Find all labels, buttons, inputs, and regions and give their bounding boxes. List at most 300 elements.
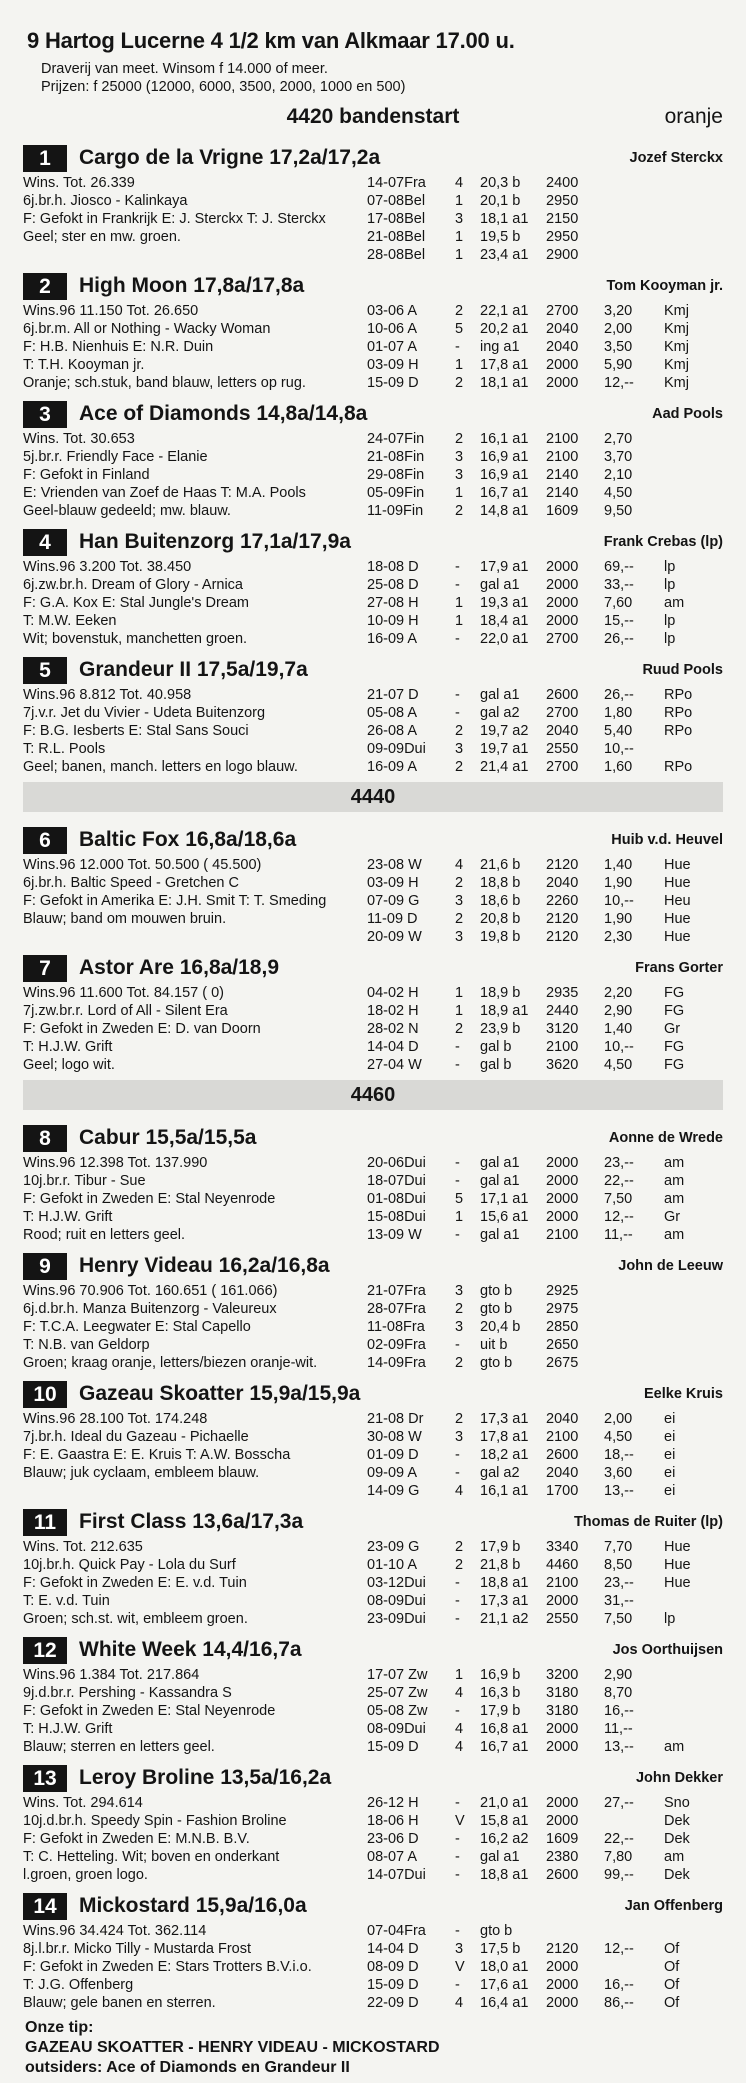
- recent-runs: [367, 686, 723, 776]
- run-driver: [664, 1336, 704, 1354]
- run-row: [367, 1410, 723, 1428]
- run-date: 21-07Fra: [367, 1283, 426, 1299]
- run-time: 20,2 a1: [480, 321, 529, 337]
- run-distance: 2040: [546, 1465, 579, 1481]
- run-date: 14-07Fra: [367, 175, 426, 191]
- run-row: [367, 910, 723, 928]
- run-odds: 2,10: [604, 467, 633, 483]
- run-time: 18,9 a1: [480, 1003, 529, 1019]
- run-place: 3: [455, 1283, 464, 1299]
- horse-info: [23, 1538, 367, 1628]
- run-time: gal a1: [480, 687, 520, 703]
- start-number: 13: [23, 1765, 67, 1792]
- run-distance: 2650: [546, 1337, 579, 1353]
- run-distance: 2040: [546, 875, 579, 891]
- run-date: 28-02 N: [367, 1021, 419, 1037]
- run-distance: 2000: [546, 577, 579, 593]
- horse-body: [23, 1154, 723, 1244]
- run-date: 11-09Fin: [367, 503, 424, 519]
- run-row: [367, 228, 723, 246]
- run-distance: 2700: [546, 759, 579, 775]
- run-row: [367, 686, 723, 704]
- horse-entry: [23, 1506, 723, 1628]
- run-place: 1: [455, 485, 464, 501]
- run-odds: 22,--: [604, 1173, 634, 1189]
- info-line: F: Gefokt in Zweden E: D. van Doorn: [23, 1021, 261, 1037]
- run-place: -: [455, 1227, 460, 1243]
- run-row: [367, 1812, 723, 1830]
- run-row: [367, 448, 723, 466]
- run-time: 16,4 a1: [480, 1995, 529, 2011]
- run-date: 08-09Dui: [367, 1721, 426, 1737]
- run-row: [367, 174, 723, 192]
- race-page: [23, 0, 723, 2078]
- run-odds: 27,--: [604, 1795, 634, 1811]
- run-odds: 9,50: [604, 503, 633, 519]
- horse-body: [23, 302, 723, 392]
- run-row: [367, 704, 723, 722]
- run-place: 1: [455, 1209, 464, 1225]
- info-line: 6j.br.h. Baltic Speed - Gretchen C: [23, 875, 239, 891]
- run-odds: 12,--: [604, 1941, 634, 1957]
- run-row: [367, 1794, 723, 1812]
- run-odds: 13,--: [604, 1739, 634, 1755]
- run-distance: 2120: [546, 857, 579, 873]
- run-odds: [604, 192, 664, 210]
- run-place: 3: [455, 893, 464, 909]
- run-date: 15-09 D: [367, 375, 419, 391]
- run-driver: Kmj: [664, 375, 689, 391]
- horse-body: [23, 1410, 723, 1500]
- run-row: [367, 722, 723, 740]
- run-row: [367, 1738, 723, 1756]
- run-place: 4: [455, 1721, 464, 1737]
- info-line: Blauw; juk cyclaam, embleem blauw.: [23, 1465, 260, 1481]
- run-place: -: [455, 687, 460, 703]
- run-place: -: [455, 631, 460, 647]
- run-driver: Hue: [664, 857, 691, 873]
- run-row: [367, 1958, 723, 1976]
- run-driver: [664, 1684, 704, 1702]
- horse-entry: [23, 398, 723, 520]
- info-line: F: E. Gaastra E: E. Kruis T: A.W. Bosscha: [23, 1447, 291, 1463]
- run-row: [367, 1922, 723, 1940]
- run-distance: 2000: [546, 1795, 579, 1811]
- driver-name: Aad Pools: [652, 406, 723, 422]
- horse-header: [23, 654, 723, 686]
- run-distance: 2000: [546, 1959, 579, 1975]
- run-date: 23-09Dui: [367, 1611, 426, 1627]
- horse-body: [23, 1922, 723, 2012]
- info-line: T: H.J.W. Grift: [23, 1039, 113, 1055]
- run-distance: [546, 1922, 604, 1940]
- run-odds: 7,50: [604, 1191, 633, 1207]
- run-row: [367, 1464, 723, 1482]
- run-row: [367, 1226, 723, 1244]
- run-date: 14-09 G: [367, 1483, 420, 1499]
- run-driver: [664, 1922, 704, 1940]
- run-distance: 3180: [546, 1685, 579, 1701]
- horse-info: [23, 558, 367, 648]
- driver-name: Jos Oorthuijsen: [612, 1642, 723, 1658]
- run-date: 03-09 H: [367, 357, 419, 373]
- run-date: 27-04 W: [367, 1057, 422, 1073]
- run-place: -: [455, 1155, 460, 1171]
- race-prizes: Prijzen: f 25000 (12000, 6000, 3500, 2000, 1000 en 500): [41, 79, 406, 95]
- info-line: Wins.96 12.000 Tot. 50.500 ( 45.500): [23, 857, 262, 873]
- driver-name: Frank Crebas (lp): [603, 534, 723, 550]
- run-place: 2: [455, 723, 464, 739]
- run-row: [367, 856, 723, 874]
- horse-entry: [23, 824, 723, 946]
- run-distance: 2000: [546, 1995, 579, 2011]
- run-date: 26-12 H: [367, 1795, 419, 1811]
- recent-runs: [367, 1410, 723, 1500]
- run-driver: ei: [664, 1411, 676, 1427]
- run-date: 21-07 D: [367, 687, 419, 703]
- run-driver: ei: [664, 1429, 676, 1445]
- run-row: [367, 1056, 723, 1074]
- info-line: 7j.zw.br.r. Lord of All - Silent Era: [23, 1003, 228, 1019]
- info-line: Geel-blauw gedeeld; mw. blauw.: [23, 503, 231, 519]
- run-odds: 2,00: [604, 321, 633, 337]
- recent-runs: [367, 174, 723, 264]
- horse-header: [23, 1762, 723, 1794]
- run-odds: 1,80: [604, 705, 633, 721]
- run-date: 14-09Fra: [367, 1355, 426, 1371]
- run-row: [367, 1684, 723, 1702]
- horse-header: [23, 1890, 723, 1922]
- run-time: 15,6 a1: [480, 1209, 529, 1225]
- run-driver: Of: [664, 1941, 680, 1957]
- run-odds: 2,00: [604, 1411, 633, 1427]
- horse-body: [23, 430, 723, 520]
- run-time: 17,9 b: [480, 1703, 521, 1719]
- run-odds: 4,50: [604, 1057, 633, 1073]
- run-distance: 2700: [546, 631, 579, 647]
- run-time: uit b: [480, 1337, 508, 1353]
- run-odds: 3,50: [604, 339, 633, 355]
- run-row: [367, 246, 723, 264]
- info-line: Wins.96 11.150 Tot. 26.650: [23, 303, 199, 319]
- run-distance: 2850: [546, 1319, 579, 1335]
- info-line: Wins.96 3.200 Tot. 38.450: [23, 559, 192, 575]
- run-odds: 12,--: [604, 375, 634, 391]
- run-driver: Sno: [664, 1795, 690, 1811]
- run-date: 11-08Fra: [367, 1319, 425, 1335]
- run-driver: ei: [664, 1483, 676, 1499]
- run-place: V: [455, 1813, 465, 1829]
- run-time: 18,0 a1: [480, 1959, 529, 1975]
- run-row: [367, 1208, 723, 1226]
- run-time: gal a1: [480, 1849, 520, 1865]
- run-driver: lp: [664, 613, 676, 629]
- run-odds: 33,--: [604, 577, 634, 593]
- run-odds: 7,80: [604, 1849, 633, 1865]
- horse-info: [23, 1666, 367, 1756]
- horse-entry: [23, 1250, 723, 1372]
- run-date: 07-04Fra: [367, 1923, 426, 1939]
- run-place: 1: [455, 229, 464, 245]
- run-driver: [664, 174, 704, 192]
- run-driver: am: [664, 595, 685, 611]
- run-place: -: [455, 1831, 460, 1847]
- run-date: 21-08 Dr: [367, 1411, 424, 1427]
- run-date: 03-12Dui: [367, 1575, 426, 1591]
- run-driver: [664, 1702, 704, 1720]
- run-place: 2: [455, 759, 464, 775]
- run-driver: am: [664, 1173, 685, 1189]
- run-row: [367, 192, 723, 210]
- run-driver: [664, 430, 704, 448]
- run-time: 18,6 b: [480, 893, 521, 909]
- run-time: 17,8 a1: [480, 1429, 529, 1445]
- run-distance: 2950: [546, 193, 579, 209]
- run-place: -: [455, 1923, 460, 1939]
- run-time: 16,2 a2: [480, 1831, 529, 1847]
- run-place: -: [455, 1447, 460, 1463]
- run-driver: am: [664, 1849, 685, 1865]
- run-date: 17-08Bel: [367, 211, 426, 227]
- run-place: 3: [455, 1941, 464, 1957]
- run-date: 09-09Dui: [367, 741, 426, 757]
- run-time: 20,4 b: [480, 1319, 521, 1335]
- run-distance: 2040: [546, 1411, 579, 1427]
- info-line: 10j.br.r. Tibur - Sue: [23, 1173, 146, 1189]
- run-date: 26-08 A: [367, 723, 417, 739]
- run-date: 02-09Fra: [367, 1337, 426, 1353]
- horse-entry: [23, 1890, 723, 2012]
- run-row: [367, 1574, 723, 1592]
- run-distance: 4460: [546, 1557, 579, 1573]
- run-distance: 2380: [546, 1849, 579, 1865]
- run-driver: Hue: [664, 911, 691, 927]
- run-row: [367, 1866, 723, 1884]
- run-place: 2: [455, 875, 464, 891]
- run-odds: [604, 210, 664, 228]
- run-place: 2: [455, 1557, 464, 1573]
- run-row: [367, 558, 723, 576]
- run-odds: 1,40: [604, 857, 633, 873]
- run-date: 20-09 W: [367, 929, 422, 945]
- info-line: F: T.C.A. Leegwater E: Stal Capello: [23, 1319, 251, 1335]
- run-odds: [604, 1922, 664, 1940]
- run-time: 19,7 a2: [480, 723, 529, 739]
- run-distance: 2000: [546, 1209, 579, 1225]
- run-place: -: [455, 1465, 460, 1481]
- run-row: [367, 1446, 723, 1464]
- horse-header: [23, 398, 723, 430]
- run-place: 5: [455, 321, 464, 337]
- run-place: 4: [455, 1483, 464, 1499]
- run-place: 2: [455, 1411, 464, 1427]
- run-time: 16,1 a1: [480, 1483, 529, 1499]
- run-odds: 69,--: [604, 559, 634, 575]
- horse-info: [23, 1154, 367, 1244]
- start-number: 1: [23, 145, 67, 172]
- run-time: 19,8 b: [480, 929, 521, 945]
- info-line: F: H.B. Nienhuis E: N.R. Duin: [23, 339, 214, 355]
- recent-runs: [367, 1794, 723, 1884]
- info-line: T: T.H. Kooyman jr.: [23, 357, 145, 373]
- info-line: 10j.d.br.h. Speedy Spin - Fashion Broline: [23, 1813, 287, 1829]
- horse-header: [23, 824, 723, 856]
- run-driver: lp: [664, 631, 676, 647]
- info-line: F: Gefokt in Zweden E: Stal Neyenrode: [23, 1703, 276, 1719]
- run-distance: 2000: [546, 1977, 579, 1993]
- recent-runs: [367, 856, 723, 946]
- start-number: 10: [23, 1381, 67, 1408]
- run-odds: [604, 1354, 664, 1372]
- recent-runs: [367, 1666, 723, 1756]
- info-line: Wins. Tot. 212.635: [23, 1539, 143, 1555]
- run-time: 22,0 a1: [480, 631, 529, 647]
- run-odds: 13,--: [604, 1483, 634, 1499]
- info-line: Wins. Tot. 26.339: [23, 175, 135, 191]
- run-row: [367, 484, 723, 502]
- run-driver: Hue: [664, 875, 691, 891]
- run-row: [367, 1282, 723, 1300]
- run-driver: FG: [664, 1057, 685, 1073]
- run-distance: 2950: [546, 229, 579, 245]
- horse-info: [23, 1794, 367, 1884]
- run-driver: FG: [664, 1039, 685, 1055]
- run-driver: am: [664, 1227, 685, 1243]
- run-time: 14,8 a1: [480, 503, 529, 519]
- run-date: 01-09 D: [367, 1447, 419, 1463]
- run-driver: Dek: [664, 1867, 690, 1883]
- recent-runs: [367, 302, 723, 392]
- info-line: T: H.J.W. Grift: [23, 1209, 113, 1225]
- start-number: 2: [23, 273, 67, 300]
- horse-name: White Week 14,4/16,7a: [79, 1638, 302, 1661]
- run-date: 16-09 A: [367, 631, 417, 647]
- info-line: F: Gefokt in Finland: [23, 467, 150, 483]
- run-distance: 2000: [546, 1155, 579, 1171]
- driver-name: Huib v.d. Heuvel: [611, 832, 723, 848]
- distance-band: 4440: [23, 782, 723, 812]
- run-time: 17,5 b: [480, 1941, 521, 1957]
- horse-name: Ace of Diamonds 14,8a/14,8a: [79, 402, 368, 425]
- run-distance: 2120: [546, 1941, 579, 1957]
- info-line: Groen; sch.st. wit, embleem groen.: [23, 1611, 248, 1627]
- run-time: gto b: [480, 1301, 513, 1317]
- run-date: 08-09Dui: [367, 1593, 426, 1609]
- horse-entry: [23, 1634, 723, 1756]
- run-row: [367, 758, 723, 776]
- horse-entry: [23, 1122, 723, 1244]
- run-odds: [604, 246, 664, 264]
- run-time: 18,9 b: [480, 985, 521, 1001]
- run-odds: [604, 1318, 664, 1336]
- info-line: F: Gefokt in Zweden E: E. v.d. Tuin: [23, 1575, 247, 1591]
- run-time: 17,3 a1: [480, 1411, 529, 1427]
- run-place: -: [455, 1575, 460, 1591]
- run-driver: [664, 484, 704, 502]
- run-place: 4: [455, 1739, 464, 1755]
- run-distance: 2925: [546, 1283, 579, 1299]
- horse-header: [23, 1122, 723, 1154]
- run-odds: 3,20: [604, 303, 633, 319]
- run-time: 21,0 a1: [480, 1795, 529, 1811]
- run-time: 21,4 a1: [480, 759, 529, 775]
- run-date: 29-08Fin: [367, 467, 425, 483]
- run-date: 15-09 D: [367, 1739, 419, 1755]
- run-odds: 12,--: [604, 1209, 634, 1225]
- run-time: 18,1 a1: [480, 375, 529, 391]
- driver-name: Thomas de Ruiter (lp): [573, 1514, 723, 1530]
- run-time: 16,7 a1: [480, 485, 529, 501]
- info-line: Geel; logo wit.: [23, 1057, 115, 1073]
- horse-name: Cabur 15,5a/15,5a: [79, 1126, 257, 1149]
- start-number: 3: [23, 401, 67, 428]
- run-row: [367, 1190, 723, 1208]
- run-odds: 2,30: [604, 929, 633, 945]
- run-place: -: [455, 1337, 460, 1353]
- run-row: [367, 356, 723, 374]
- horse-header: [23, 526, 723, 558]
- run-driver: am: [664, 1191, 685, 1207]
- horse-info: [23, 856, 367, 946]
- run-row: [367, 1994, 723, 2012]
- run-distance: 2100: [546, 1227, 579, 1243]
- run-place: 1: [455, 985, 464, 1001]
- run-date: 18-08 D: [367, 559, 419, 575]
- run-time: 17,9 b: [480, 1539, 521, 1555]
- run-place: 4: [455, 175, 464, 191]
- run-odds: 3,70: [604, 449, 633, 465]
- run-distance: 2100: [546, 431, 579, 447]
- run-distance: 2000: [546, 1173, 579, 1189]
- run-driver: Of: [664, 1995, 680, 2011]
- run-date: 11-09 D: [367, 911, 418, 927]
- run-row: [367, 1172, 723, 1190]
- horse-name: Henry Videau 16,2a/16,8a: [79, 1254, 330, 1277]
- run-time: 16,9 a1: [480, 467, 529, 483]
- horse-header: [23, 1378, 723, 1410]
- run-driver: [664, 1282, 704, 1300]
- run-odds: 2,90: [604, 1003, 633, 1019]
- run-driver: Of: [664, 1959, 680, 1975]
- run-row: [367, 430, 723, 448]
- start-number: 11: [23, 1509, 67, 1536]
- race-conditions: Draverij van meet. Winsom f 14.000 of meer.: [41, 61, 328, 77]
- run-date: 10-09 H: [367, 613, 419, 629]
- run-place: -: [455, 339, 460, 355]
- run-driver: [664, 1592, 704, 1610]
- run-distance: 3200: [546, 1667, 579, 1683]
- run-odds: 10,--: [604, 893, 634, 909]
- run-date: 21-08Fin: [367, 449, 425, 465]
- horse-body: [23, 686, 723, 776]
- run-odds: 1,40: [604, 1021, 633, 1037]
- info-line: l.groen, groen logo.: [23, 1867, 148, 1883]
- run-distance: 2040: [546, 723, 579, 739]
- run-driver: [664, 192, 704, 210]
- run-odds: 10,--: [604, 1039, 634, 1055]
- run-driver: [664, 502, 704, 520]
- info-line: Blauw; gele banen en sterren.: [23, 1995, 216, 2011]
- run-odds: 4,50: [604, 485, 633, 501]
- run-date: 14-07Dui: [367, 1867, 426, 1883]
- driver-name: Eelke Kruis: [644, 1386, 723, 1402]
- run-date: 05-08 A: [367, 705, 417, 721]
- horse-entry: [23, 1378, 723, 1500]
- run-row: [367, 1318, 723, 1336]
- start-number: 14: [23, 1893, 67, 1920]
- run-time: 19,3 a1: [480, 595, 529, 611]
- run-place: -: [455, 1703, 460, 1719]
